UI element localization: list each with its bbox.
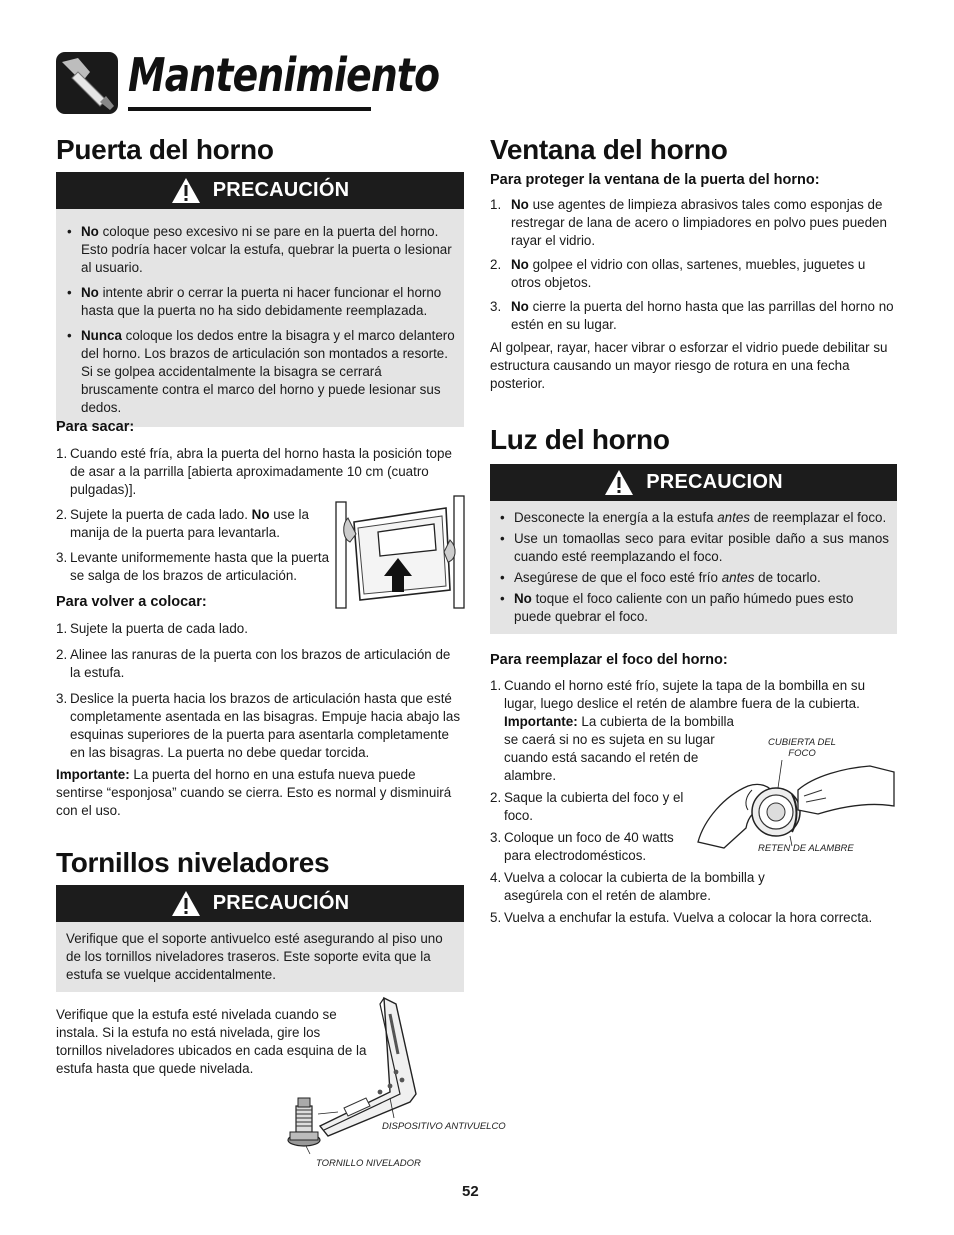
title-underline bbox=[128, 107, 371, 111]
caution-panel-luz bbox=[490, 464, 897, 634]
caution-label: PRECAUCION bbox=[646, 471, 783, 493]
screwdriver-icon bbox=[56, 52, 118, 114]
caution-item: • Nunca coloque los dedos entre la bisagra y el marco delantero del horno. Los brazos de articulación son montados a resorte. Si se golpea accidentalmente la bisagra se cerrará bruscamente contra el marco del horno y puede lesionar sus dedos. bbox=[59, 327, 456, 417]
caution-panel-tornillos bbox=[56, 885, 464, 992]
subhead-luz: Para reemplazar el foco del horno: bbox=[490, 652, 728, 668]
step-item: 3. No cierre la puerta del horno hasta que las parrillas del horno no estén en su lugar. bbox=[490, 299, 894, 332]
step-item: 3. Deslice la puerta hacia los brazos de articulación hasta que esté completamente asentada en las bisagras. Empuje hacia abajo las esquinas superiores de la puerta para asentarla completamente en las bisagras. La puerta no debe quedar torcida. bbox=[56, 691, 461, 760]
step-item: 5. Vuelva a enchufar la estufa. Vuelva a colocar la hora correcta. bbox=[490, 910, 873, 925]
step-item: 2. No golpee el vidrio con ollas, sartenes, muebles, juguetes u otros objetos. bbox=[490, 257, 866, 290]
step-item: 1. Sujete la puerta de cada lado. bbox=[56, 621, 248, 636]
caution-item: • Use un tomaollas seco para evitar posible daño a sus manos cuando esté reemplazando el foco. bbox=[492, 530, 889, 566]
steps-volver bbox=[56, 620, 464, 762]
caution-header bbox=[56, 885, 464, 922]
warning-icon bbox=[171, 890, 201, 917]
section-title-luz: Luz del horno bbox=[490, 424, 670, 455]
caution-label: PRECAUCIÓN bbox=[212, 179, 350, 201]
bulb-replacement-illustration bbox=[694, 750, 898, 854]
ventana-body-text: Al golpear, rayar, hacer vibrar o esforzar el vidrio puede debilitar su estructura causando un mayor riesgo de rotura en una fecha posterior. bbox=[490, 340, 888, 391]
caution-panel-puerta bbox=[56, 172, 464, 427]
caution-header bbox=[490, 464, 897, 501]
caution-body bbox=[56, 209, 464, 427]
page-number: 52 bbox=[462, 1183, 479, 1200]
step-item: 3. Coloque un foco de 40 watts para electrodomésticos. bbox=[490, 830, 674, 863]
warning-icon bbox=[604, 469, 634, 496]
step-item: 2. Sujete la puerta de cada lado. No use la manija de la puerta para levantarla. bbox=[56, 507, 309, 540]
step-item: 4. Vuelva a colocar la cubierta de la bombilla y asegúrela con el retén de alambre. bbox=[490, 870, 765, 903]
caution-body bbox=[490, 501, 897, 634]
step-item: 2. Saque la cubierta del foco y el foco. bbox=[490, 790, 684, 823]
step-item: 2. Alinee las ranuras de la puerta con los brazos de articulación de la estufa. bbox=[56, 647, 451, 680]
step-item: 1. Cuando el horno esté frío, sujete la tapa de la bombilla en su lugar, luego deslice el retén de alambre fuera de la cubierta. Importante: La cubierta de la bombilla se caerá si no es sujeta en su lugar cuando está sacando el retén de alambre. bbox=[490, 678, 866, 783]
section-title-ventana: Ventana del horno bbox=[490, 134, 728, 165]
subhead-volver: Para volver a colocar: bbox=[56, 594, 207, 610]
steps-ventana bbox=[490, 196, 896, 334]
important-note-door: Importante: La puerta del horno en una estufa nueva puede sentirse “esponjosa” cuando se cierra. Esto es normal y disminuirá con el uso. bbox=[56, 767, 452, 818]
caution-item: • Asegúrese de que el foco esté frío antes de tocarlo. bbox=[492, 569, 889, 587]
section-title-puerta: Puerta del horno bbox=[56, 134, 274, 165]
subhead-sacar: Para sacar: bbox=[56, 419, 135, 435]
label-tornillo-nivelador: TORNILLO NIVELADOR bbox=[316, 1158, 421, 1169]
section-title-tornillos: Tornillos niveladores bbox=[56, 847, 330, 878]
caution-list bbox=[492, 509, 889, 626]
label-cubierta-del-foco: CUBIERTA DEL FOCO bbox=[768, 737, 836, 759]
step-item: 1. No use agentes de limpieza abrasivos tales como esponjas de restregar de lana de acero o limpiadores en polvo pues pueden rayar el vidrio. bbox=[490, 197, 887, 248]
tornillos-body-text: Verifique que la estufa esté nivelada cuando se instala. Si la estufa no está nivelada, gire los tornillos niveladores ubicados en cada esquina de la estufa hasta que quede nivelada. bbox=[56, 1007, 367, 1076]
step-item: 3. Levante uniformemente hasta que la puerta se salga de los brazos de articulación. bbox=[56, 550, 330, 583]
label-reten-de-alambre: RETEN DE ALAMBRE bbox=[758, 843, 854, 854]
step-item: 1. Cuando esté fría, abra la puerta del horno hasta la posición tope de asar a la parrilla [abierta aproximadamente 10 cm (cuatro pulgadas)]. bbox=[56, 446, 452, 497]
caution-item: • No coloque peso excesivo ni se pare en la puerta del horno. Esto podría hacer volcar la estufa, quebrar la puerta o lesionar al usuario. bbox=[59, 223, 456, 277]
label-dispositivo-antivuelco: DISPOSITIVO ANTIVUELCO bbox=[382, 1121, 506, 1132]
caution-body: Verifique que el soporte antivuelco esté asegurando al piso uno de los tornillos niveladores traseros. Este soporte evita que la estufa se vuelque accidentalmente. bbox=[56, 922, 464, 992]
warning-icon bbox=[171, 177, 201, 204]
page-title: Mantenimiento bbox=[128, 48, 440, 102]
caution-item: • No intente abrir o cerrar la puerta ni hacer funcionar el horno hasta que la puerta no ha sido debidamente reemplazada. bbox=[59, 284, 456, 320]
caution-header bbox=[56, 172, 464, 209]
oven-door-illustration bbox=[334, 494, 466, 610]
caution-list bbox=[59, 223, 456, 417]
caution-item: • No toque el foco caliente con un paño húmedo pues esto puede quebrar el foco. bbox=[492, 590, 889, 626]
caution-item: • Desconecte la energía a la estufa antes de reemplazar el foco. bbox=[492, 509, 889, 527]
caution-label: PRECAUCIÓN bbox=[212, 892, 350, 914]
subhead-ventana: Para proteger la ventana de la puerta del horno: bbox=[490, 172, 820, 188]
